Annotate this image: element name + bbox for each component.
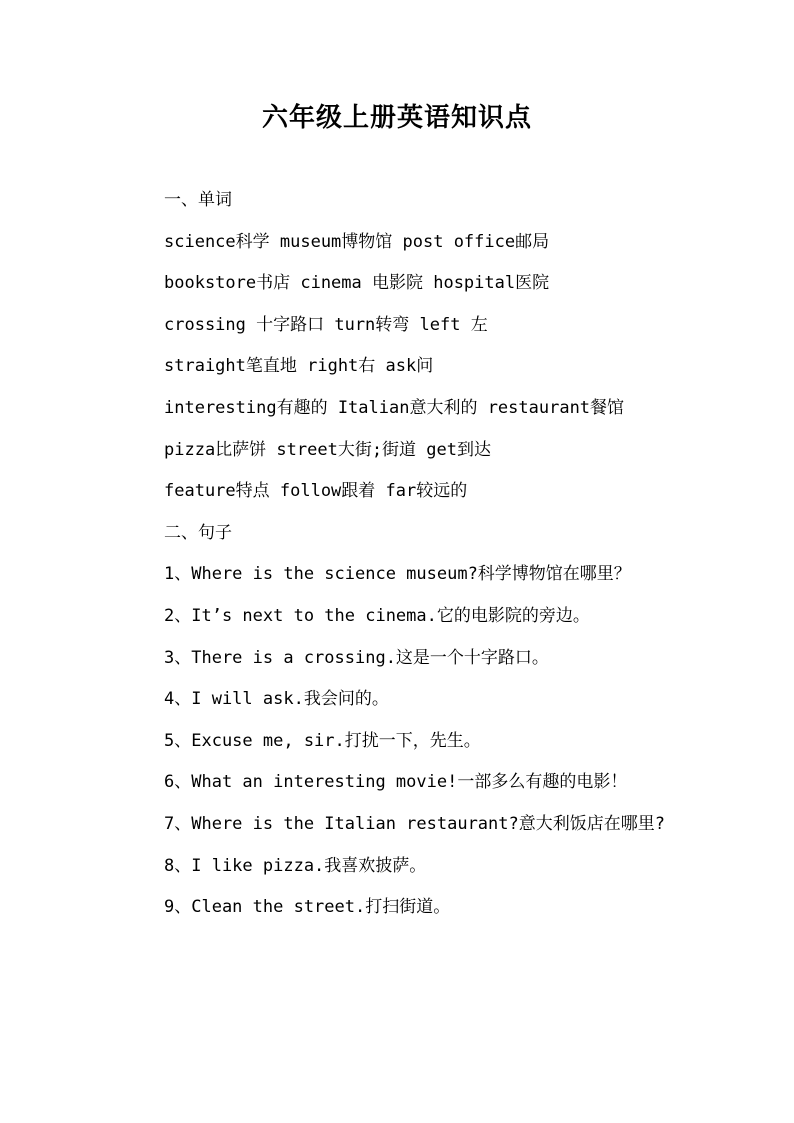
section-heading-sentences: 二、句子: [164, 522, 232, 543]
sentence-line: 6、What an interesting movie!一部多么有趣的电影！: [164, 772, 628, 793]
sentence-line: 1、Where is the science museum?科学博物馆在哪里？: [164, 564, 631, 585]
vocabulary-line: interesting有趣的 Italian意大利的 restaurant餐馆: [164, 397, 625, 418]
vocabulary-line: crossing 十字路口 turn转弯 left 左: [164, 314, 488, 335]
vocabulary-line: bookstore书店 cinema 电影院 hospital医院: [164, 273, 550, 294]
sentence-line: 9、Clean the street.打扫街道。: [164, 897, 451, 918]
vocabulary-line: pizza比萨饼 street大街;街道 get到达: [164, 439, 491, 460]
sentence-line: 4、I will ask.我会问的。: [164, 689, 389, 710]
vocabulary-line: science科学 museum博物馆 post office邮局: [164, 231, 550, 252]
sentence-line: 2、It’s next to the cinema.它的电影院的旁边。: [164, 605, 590, 626]
vocabulary-line: straight笔直地 right右 ask问: [164, 356, 434, 377]
page-title: 六年级上册英语知识点: [261, 103, 532, 133]
sentence-line: 3、There is a crossing.这是一个十字路口。: [164, 647, 549, 668]
sentence-line: 5、Excuse me, sir.打扰一下，先生。: [164, 730, 481, 751]
vocabulary-line: feature特点 follow跟着 far较远的: [164, 481, 468, 502]
sentence-line: 7、Where is the Italian restaurant?意大利饭店在哪里?: [164, 813, 665, 834]
section-heading-words: 一、单词: [164, 190, 232, 210]
sentence-line: 8、I like pizza.我喜欢披萨。: [164, 855, 427, 876]
document-body: [122, 180, 678, 929]
